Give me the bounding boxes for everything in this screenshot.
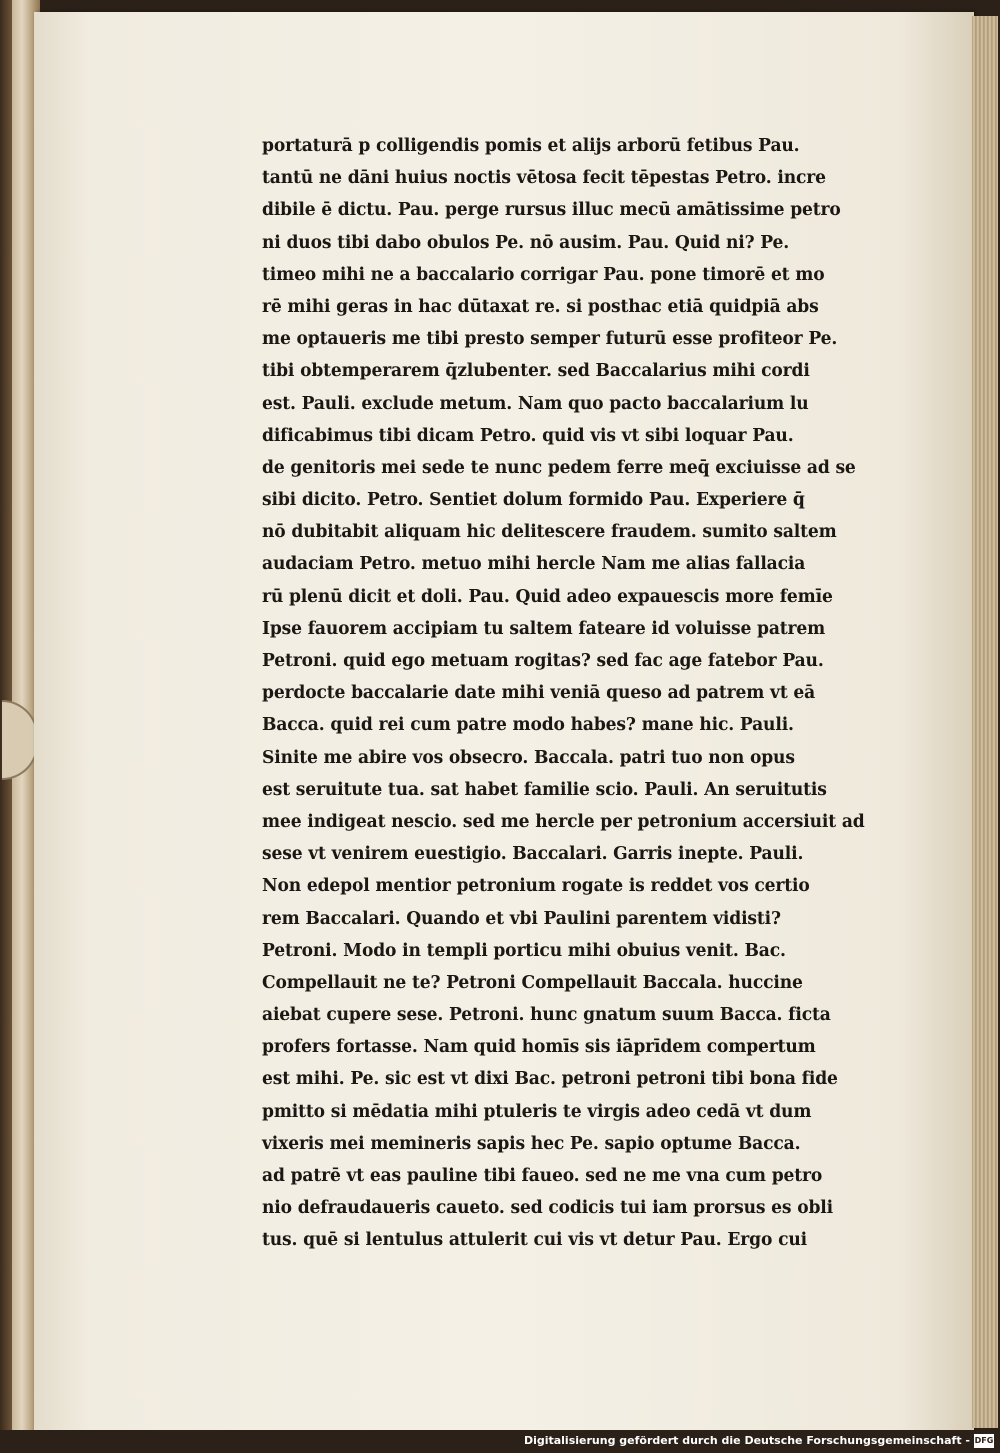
text-line: vixeris mei memineris sapis hec Pe. sapio optume Bacca. [262,1133,801,1154]
text-line: Petroni. quid ego metuam rogitas? sed fac age fatebor Pau. [262,651,824,671]
text-line: mee indigeat nescio. sed me hercle per petronium accersiuit ad [262,811,865,832]
text-line: timeo mihi ne a baccalario corrigar Pau. pone timorē et mo [262,264,825,285]
text-line: rū plenū dicit et doli. Pau. Quid adeo expauescis more femīe [262,586,833,607]
text-line: sese vt venirem euestigio. Baccalari. Garris inepte. Pauli. [262,844,804,865]
text-line: tus. quē si lentulus attulerit cui vis vt detur Pau. Ergo cui [262,1230,807,1251]
text-line: Non edepol mentior petronium rogate is reddet vos certio [262,876,810,897]
dfg-logo: DFG [974,1434,994,1448]
text-line: pmitto si mēdatia mihi ptuleris te virgis adeo cedā vt dum [262,1101,812,1122]
text-line: Compellauit ne te? Petroni Compellauit Baccala. huccine [262,972,803,993]
text-line: rem Baccalari. Quando et vbi Paulini parentem vidisti? [262,908,781,929]
text-line: nō dubitabit aliquam hic delitescere fraudem. sumito saltem [262,522,837,543]
page-edges [972,16,998,1428]
text-line: rē mihi geras in hac dūtaxat re. si posthac etiā quidpiā abs [262,296,819,317]
text-line: tantū ne dāni huius noctis vētosa fecit tēpestas Petro. incre [262,168,826,189]
text-line: dibile ē dictu. Pau. perge rursus illuc mecū amātissime petro [262,200,841,221]
text-line: est. Pauli. exclude metum. Nam quo pacto baccalarium lu [262,393,809,414]
funding-credit: Digitalisierung gefördert durch die Deutsche Forschungsgemeinschaft - [523,1434,970,1447]
text-line: de genitoris mei sede te nunc pedem ferre meq̄ exciuisse ad se [262,457,856,478]
text-line: est mihi. Pe. sic est vt dixi Bac. petroni petroni tibi bona fide [262,1069,838,1090]
text-line: ad patrē vt eas pauline tibi faueo. sed ne me vna cum petro [262,1166,823,1186]
text-line: portaturā p colligendis pomis et alijs arborū fetibus Pau. [262,136,800,156]
text-line: aiebat cupere sese. Petroni. hunc gnatum suum Bacca. ficta [262,1005,831,1026]
text-line: Sinite me abire vos obsecro. Baccala. patri tuo non opus [262,747,795,768]
text-line: Petroni. Modo in templi porticu mihi obuius venit. Bac. [262,940,786,961]
text-block [262,130,902,1257]
text-line: sibi dicito. Petro. Sentiet dolum formido Pau. Experiere q̄ [262,490,805,511]
text-line: profers fortasse. Nam quid homīs sis iāprīdem compertum [262,1037,816,1058]
text-line: perdocte baccalarie date mihi veniā queso ad patrem vt eā [262,683,816,704]
text-line: audaciam Petro. metuo mihi hercle Nam me alias fallacia [262,554,806,575]
text-line: Bacca. quid rei cum patre modo habes? mane hic. Pauli. [262,715,794,736]
text-line: me optaueris me tibi presto semper futurū esse profiteor Pe. [262,329,838,350]
text-line: Ipse fauorem accipiam tu saltem fateare id voluisse patrem [262,618,826,639]
text-line: dificabimus tibi dicam Petro. quid vis vt sibi loquar Pau. [262,425,794,446]
text-line: nio defraudaueris caueto. sed codicis tui iam prorsus es obli [262,1198,833,1219]
text-line: est seruitute tua. sat habet familie scio. Pauli. An seruitutis [262,779,827,800]
text-line: ni duos tibi dabo obulos Pe. nō ausim. Pau. Quid ni? Pe. [262,232,790,253]
text-line: tibi obtemperarem q̄zlubenter. sed Baccalarius mihi cordi [262,361,810,382]
footer-bar [0,1430,1000,1453]
